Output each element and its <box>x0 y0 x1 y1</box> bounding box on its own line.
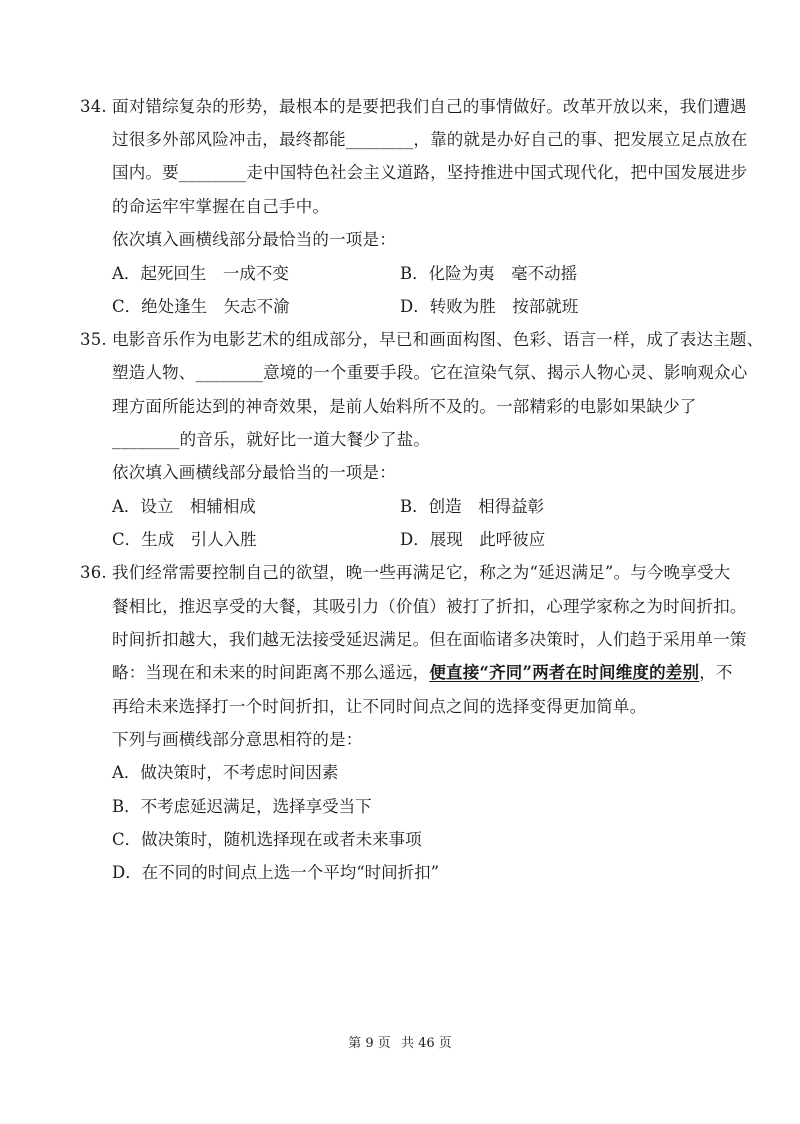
text-after-underline: ，不 <box>699 663 733 682</box>
question-number: 34. <box>80 97 107 116</box>
question-text-line: 国内。要________走中国特色社会主义道路，坚持推进中国式现代化，把中国发展进步 <box>112 163 748 182</box>
question-text-line: 理方面所能达到的神奇效果，是前人始料所不及的。一部精彩的电影如果缺少了 <box>112 397 697 416</box>
page-total: 共 46 页 <box>400 1036 452 1051</box>
question-text-line: 过很多外部风险冲击，最终都能________，靠的就是办好自己的事、把发展立足点放在 <box>112 130 748 149</box>
option-b[interactable]: B．不考虑延迟满足，选择享受当下 <box>112 797 372 816</box>
option-c[interactable]: C．绝处逢生 矢志不渝 <box>112 297 290 316</box>
question-prompt: 依次填入画横线部分最恰当的一项是： <box>112 230 396 249</box>
question-text-line: 餐相比，推迟享受的大餐，其吸引力（价值）被打了折扣，心理学家称之为时间折扣。 <box>112 597 747 616</box>
option-c[interactable]: C．做决策时，随机选择现在或者未来事项 <box>112 830 422 849</box>
option-b[interactable]: B．化险为夷 毫不动摇 <box>400 264 578 283</box>
option-d[interactable]: D．转败为胜 按部就班 <box>400 297 579 316</box>
question-text-line: ________的音乐，就好比一道大餐少了盐。 <box>112 430 431 449</box>
question-text-line: 塑造人物、________意境的一个重要手段。它在渲染气氛、揭示人物心灵、影响观众心 <box>112 363 748 382</box>
question-prompt: 下列与画横线部分意思相符的是： <box>112 730 363 749</box>
option-d[interactable]: D．在不同的时间点上选一个平均“时间折扣” <box>112 863 440 882</box>
option-a[interactable]: A．做决策时，不考虑时间因素 <box>112 763 339 782</box>
question-text-line: 电影音乐作为电影艺术的组成部分，早已和画面构图、色彩、语言一样，成了表达主题、 <box>112 330 764 349</box>
question-text-line: 的命运牢牢掌握在自己手中。 <box>112 197 330 216</box>
option-a[interactable]: A．设立 相辅相成 <box>112 497 256 516</box>
page-footer <box>0 1035 800 1053</box>
option-d[interactable]: D．展现 此呼彼应 <box>400 530 546 549</box>
question-text-line: 我们经常需要控制自己的欲望，晚一些再满足它，称之为“延迟满足”。与今晚享受大 <box>112 563 731 582</box>
question-text-line: 时间折扣越大，我们越无法接受延迟满足。但在面临诸多决策时，人们趋于采用单一策 <box>112 630 747 649</box>
text-before-underline: 略：当现在和未来的时间距离不那么遥远， <box>112 663 430 682</box>
question-number: 36. <box>80 563 107 582</box>
question-text-line: 再给未来选择打一个时间折扣，让不同时间点之间的选择变得更加简单。 <box>112 697 647 716</box>
underlined-phrase: 便直接“齐同”两者在时间维度的差别 <box>429 663 700 682</box>
question-text-line-with-underline <box>112 662 733 684</box>
question-number: 35. <box>80 330 107 349</box>
option-b[interactable]: B．创造 相得益彰 <box>400 497 545 516</box>
option-a[interactable]: A．起死回生 一成不变 <box>112 264 289 283</box>
question-text-line: 面对错综复杂的形势，最根本的是要把我们自己的事情做好。改革开放以来，我们遭遇 <box>112 97 747 116</box>
option-c[interactable]: C．生成 引人入胜 <box>112 530 257 549</box>
question-prompt: 依次填入画横线部分最恰当的一项是： <box>112 463 396 482</box>
page-number: 第 9 页 <box>348 1036 391 1051</box>
